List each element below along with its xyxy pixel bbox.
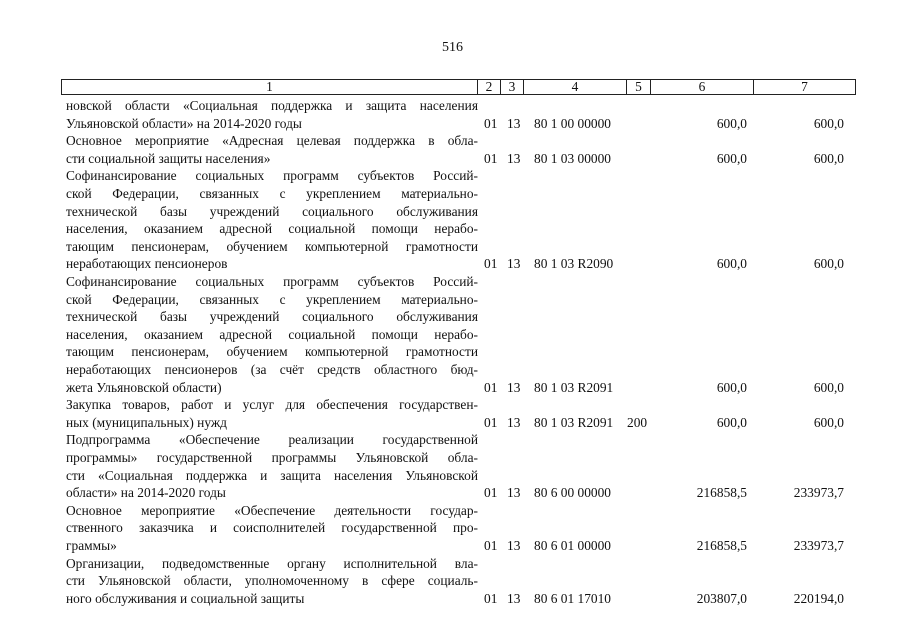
row-description-line: Софинансирование социальных программ субъектов Россий- xyxy=(66,168,478,184)
amount-year-2: 600,0 xyxy=(813,256,844,272)
amount-year-1: 600,0 xyxy=(716,256,747,272)
header-cell-7: 7 xyxy=(801,79,808,94)
row-description-line: жета Ульяновской области) xyxy=(66,379,222,395)
amount-year-2: 600,0 xyxy=(813,414,844,430)
subsection-code: 13 xyxy=(507,150,521,166)
amount-year-2: 600,0 xyxy=(813,115,844,131)
row-description-line: сти социальной защиты населения» xyxy=(66,150,271,166)
amount-year-2: 233973,7 xyxy=(793,537,844,553)
row-description-line: области» на 2014-2020 годы xyxy=(66,485,226,501)
section-code: 01 xyxy=(484,485,498,501)
section-code: 01 xyxy=(484,537,498,553)
row-description-line: программы» государственной программы Ульяновской обла- xyxy=(66,449,478,465)
expense-type-code xyxy=(627,590,655,608)
subsection-code: 13 xyxy=(507,537,521,553)
section-code: 01 xyxy=(484,256,498,272)
section-code: 01 xyxy=(484,414,498,430)
subsection-code: 13 xyxy=(507,115,521,131)
header-cell-2: 2 xyxy=(485,79,493,94)
target-article-code: 80 1 03 R2091 xyxy=(534,414,614,430)
row-description-line: населения, оказанием адресной социальной помощи нерабо- xyxy=(66,221,478,237)
row-description-line: тающим пенсионерам, обучением компьютерной грамотности xyxy=(66,238,478,254)
table-row xyxy=(0,431,905,501)
row-description-line: ного обслуживания и социальной защиты xyxy=(66,590,305,606)
amount-year-1: 600,0 xyxy=(716,150,747,166)
row-description-line: Софинансирование социальных программ субъектов Россий- xyxy=(66,274,478,289)
target-article-code: 80 6 00 00000 xyxy=(534,485,611,501)
row-description-line: тающим пенсионерам, обучением компьютерной грамотности xyxy=(66,344,478,360)
amount-year-1: 203807,0 xyxy=(696,590,747,606)
row-description-line: новской области «Социальная поддержка и защита населения xyxy=(66,98,478,113)
row-description-line: населения, оказанием адресной социальной помощи нерабо- xyxy=(66,326,478,342)
subsection-code: 13 xyxy=(507,485,521,501)
row-description-line: Организации, подведомственные органу исполнительной вла- xyxy=(66,555,478,571)
table-row xyxy=(0,167,905,273)
subsection-code: 13 xyxy=(507,379,521,395)
target-article-code: 80 6 01 17010 xyxy=(534,590,611,606)
target-article-code: 80 1 03 00000 xyxy=(534,150,611,166)
table-row xyxy=(0,555,905,608)
section-code: 01 xyxy=(484,115,498,131)
row-description-line: Ульяновской области» на 2014-2020 годы xyxy=(66,115,302,131)
target-article-code: 80 6 01 00000 xyxy=(534,537,611,553)
row-description-line: неработающих пенсионеров (за счёт средств областного бюд- xyxy=(66,362,478,377)
section-code: 01 xyxy=(484,379,498,395)
row-description-line: ской Федерации, связанных с укреплением материально- xyxy=(66,185,478,201)
row-description-line: Основное мероприятие «Обеспечение деятельности государ- xyxy=(66,502,478,518)
expense-type-code xyxy=(627,484,655,502)
table-row xyxy=(0,396,905,431)
expense-type-code xyxy=(627,379,655,397)
amount-year-1: 600,0 xyxy=(716,379,747,395)
amount-year-1: 600,0 xyxy=(716,414,747,430)
subsection-code: 13 xyxy=(507,256,521,272)
row-description-line: Закупка товаров, работ и услуг для обеспечения государствен- xyxy=(66,397,478,413)
amount-year-2: 600,0 xyxy=(813,379,844,395)
row-description-line: сти Ульяновской области, уполномоченному в сфере социаль- xyxy=(66,573,478,589)
table-row xyxy=(0,502,905,555)
table-row xyxy=(0,132,905,167)
header-cell-5: 5 xyxy=(635,79,642,94)
target-article-code: 80 1 03 R2091 xyxy=(534,379,614,395)
target-article-code: 80 1 03 R2090 xyxy=(534,256,614,272)
row-description-line: ственного заказчика и соисполнителей государственной про- xyxy=(66,520,478,536)
row-description-line: ской Федерации, связанных с укреплением материально- xyxy=(66,291,478,307)
amount-year-1: 216858,5 xyxy=(696,537,747,553)
row-description-line: неработающих пенсионеров xyxy=(66,256,228,272)
page-number: 516 xyxy=(442,40,463,55)
subsection-code: 13 xyxy=(507,590,521,606)
amount-year-2: 220194,0 xyxy=(793,590,844,606)
row-description-line: ных (муниципальных) нужд xyxy=(66,414,227,430)
amount-year-2: 600,0 xyxy=(813,150,844,166)
target-article-code: 80 1 00 00000 xyxy=(534,115,611,131)
header-cell-3: 3 xyxy=(508,79,516,94)
row-description-line: граммы» xyxy=(66,537,117,553)
table-row xyxy=(0,97,905,132)
amount-year-2: 233973,7 xyxy=(793,485,844,501)
expense-type-code xyxy=(627,537,655,555)
expense-type-code xyxy=(627,115,655,133)
header-cell-4: 4 xyxy=(571,79,579,94)
header-cell-1: 1 xyxy=(266,79,273,94)
section-code: 01 xyxy=(484,150,498,166)
table-row xyxy=(0,273,905,396)
expense-type-code xyxy=(627,150,655,168)
row-description-line: Подпрограмма «Обеспечение реализации государственной xyxy=(66,432,478,448)
expense-type-code: 200 xyxy=(627,414,648,430)
header-cell-6: 6 xyxy=(698,79,706,94)
row-description-line: Основное мероприятие «Адресная целевая поддержка в обла- xyxy=(66,133,478,149)
row-description-line: технической базы учреждений социального обслуживания xyxy=(66,203,478,219)
amount-year-1: 600,0 xyxy=(716,115,747,131)
subsection-code: 13 xyxy=(507,414,521,430)
row-description-line: сти «Социальная поддержка и защита населения Ульяновской xyxy=(66,467,478,483)
section-code: 01 xyxy=(484,590,498,606)
expense-type-code xyxy=(627,255,655,273)
amount-year-1: 216858,5 xyxy=(696,485,747,501)
row-description-line: технической базы учреждений социального обслуживания xyxy=(66,309,478,325)
